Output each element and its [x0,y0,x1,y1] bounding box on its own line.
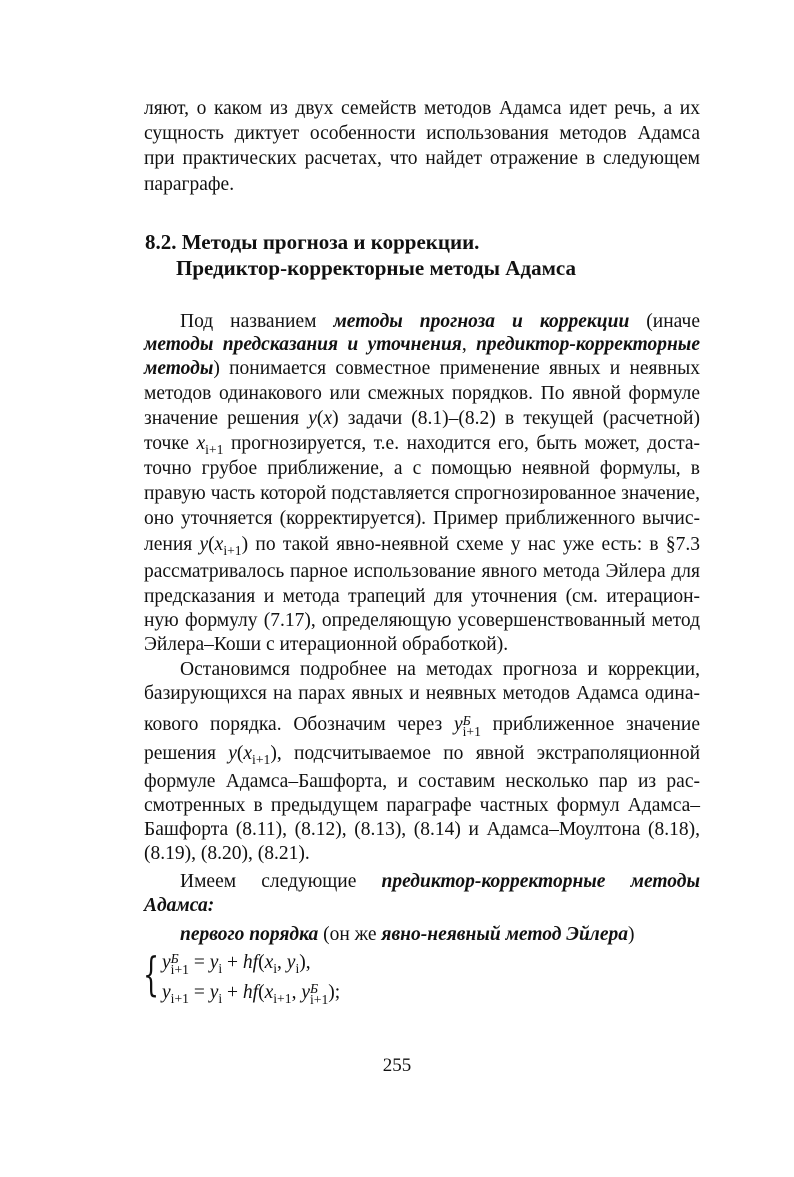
text-line [144,382,700,406]
text-line [144,658,700,682]
text-line [144,333,700,357]
text-run: Башфорта (8.11), (8.12), (8.13), (8.14) и Адамса–Моултона (8.18), [144,819,700,840]
text-run: , [277,952,287,973]
equation-line [162,981,340,1011]
text-line [144,310,700,334]
subscript: i+1 [223,542,242,558]
emphasized-term: методы прогноза и коррекции [333,311,630,332]
text-run: Остановимся подробнее на методах прогноза и коррекции, [180,659,700,680]
text-line [144,742,700,766]
text-run: методов одинакового или смежных порядков. По явной формуле [144,383,700,404]
emphasized-term: предиктор-корректорные [476,334,700,355]
text-line [144,842,700,866]
math-symbol: y [209,952,219,973]
sub-superscript [170,951,189,978]
sub-superscript [462,713,481,740]
subscript: i [273,960,278,976]
text-line [144,923,700,947]
sub-superscript [309,981,329,1008]
superscript: Б [309,981,319,997]
text-run: = [188,952,210,973]
text-run: ляют, о каком из двух семейств методов Адамса идет речь, а их [144,98,700,119]
text-run: = [188,982,210,1003]
text-line [144,97,700,121]
subscript: i+1 [309,992,329,1008]
text-run: прогнозируется, т.е. находится его, быть может, доста- [223,433,700,454]
text-run: кового порядка. Обозначим через [144,714,454,735]
text-run: (он же [318,924,382,945]
superscript: Б [462,713,471,729]
subscript: i+1 [170,962,189,978]
math-symbol: y [162,952,171,973]
text-run: решения [144,743,229,764]
emphasized-term: методы предсказания и уточнения [144,334,462,355]
math-symbol: x [243,743,253,764]
text-line [144,870,700,894]
subscript: i [218,960,223,976]
math-symbol: y [209,982,219,1003]
text-run: ) по такой явно-неявной схеме у нас уже есть: в §7.3 [241,534,700,555]
section-heading-line-2: Предиктор-корректорные методы Адамса [176,256,576,280]
math-symbol: x [196,433,206,454]
text-line [144,818,700,842]
subscript: i+1 [273,990,292,1006]
text-run: ( [258,952,265,973]
text-line [144,770,700,794]
page-number: 255 [382,1055,412,1076]
math-symbol: x [323,408,333,429]
text-line [144,457,700,481]
equation-line [162,951,311,981]
math-symbol: y [301,982,310,1003]
text-line [144,633,700,657]
text-run: ( [236,743,244,764]
text-run: оно уточняется (корректируется). Пример приближенного вычис- [144,508,700,529]
text-run: ) понимается совместное применение явных и неявных [213,358,700,379]
text-run: Эйлера–Коши с итерационной обработкой). [144,634,509,655]
text-run: значение решения [144,408,309,429]
subscript: i [295,960,300,976]
math-symbol: y [199,534,209,555]
system-brace: { [143,947,160,1001]
text-line [144,894,700,918]
subscript: i+1 [205,441,224,457]
emphasized-term: предиктор-корректорные методы [381,871,700,892]
text-line [144,609,700,633]
emphasized-term: явно-неявный метод Эйлера [381,924,628,945]
text-run: ления [144,534,200,555]
text-line [144,147,700,171]
text-run: базирующихся на парах явных и неявных методов Адамса одина- [144,683,700,704]
text-line [144,122,700,146]
text-run: + [222,952,243,973]
text-run: + [222,982,243,1003]
subscript: i+1 [252,751,271,767]
text-run: ( [208,534,215,555]
superscript: Б [170,951,179,967]
subscript: i [218,990,223,1006]
math-symbol: y [162,982,171,1003]
math-symbol: hf [242,982,259,1003]
text-line [144,682,700,706]
text-run: Имеем следующие [180,871,382,892]
emphasized-term: Адамса: [144,895,215,916]
text-run: ) задачи (8.1)–(8.2) в текущей (расчетной) [332,408,700,429]
subscript: i+1 [170,990,189,1006]
text-line [144,533,700,557]
text-run: ), подсчитываемое по явной экстраполяционной [270,743,701,764]
text-run: предсказания и метода трапеций для уточнения (см. итерацион- [144,586,700,607]
text-run: точно грубое приближение, а с помощью неявной формулы, в [144,458,700,479]
text-run: приближенное значение [480,714,700,735]
math-symbol: hf [242,952,259,973]
text-run: сущность диктует особенности использования методов Адамса [144,123,700,144]
math-symbol: x [214,534,224,555]
text-line [144,407,700,431]
text-run: , [291,982,302,1003]
math-symbol: x [264,952,274,973]
text-run: ) [627,924,635,945]
emphasized-term: методы [144,358,214,379]
math-symbol: y [453,714,463,735]
text-run: формуле Адамса–Башфорта, и составим несколько пар из рас- [144,771,700,792]
text-run: , [461,334,477,355]
text-run: ( [258,982,265,1003]
text-run: точке [144,433,197,454]
text-line [144,432,700,456]
math-symbol: y [228,743,237,764]
text-run: Под названием [180,311,334,332]
subscript: i+1 [462,724,481,740]
text-line [144,173,700,197]
text-run: (8.19), (8.20), (8.21). [144,843,310,864]
text-run: ), [299,952,311,973]
text-run: (иначе [629,311,700,332]
text-line [144,560,700,584]
text-run: ( [316,408,324,429]
text-run: рассматривалось парное использование явного метода Эйлера для [144,561,700,582]
math-symbol: y [286,952,296,973]
text-line [144,482,700,506]
emphasized-term: первого порядка [180,924,319,945]
section-heading-line-1: 8.2. Методы прогноза и коррекции. [145,230,480,254]
text-line [144,507,700,531]
math-symbol: y [308,408,317,429]
text-run: ную формулу (7.17), определяющую усовершенствованный метод [144,610,700,631]
text-line [144,585,700,609]
text-run: смотренных в предыдущем параграфе частных формул Адамса– [144,795,700,816]
text-run: ); [328,982,341,1003]
text-line [144,713,700,740]
text-line [144,794,700,818]
math-symbol: x [264,982,274,1003]
text-run: при практических расчетах, что найдет отражение в следующем [144,148,700,169]
text-run: правую часть которой подставляется спрогнозированное значение, [144,483,700,504]
text-run: параграфе. [144,174,235,195]
text-line [144,357,700,381]
